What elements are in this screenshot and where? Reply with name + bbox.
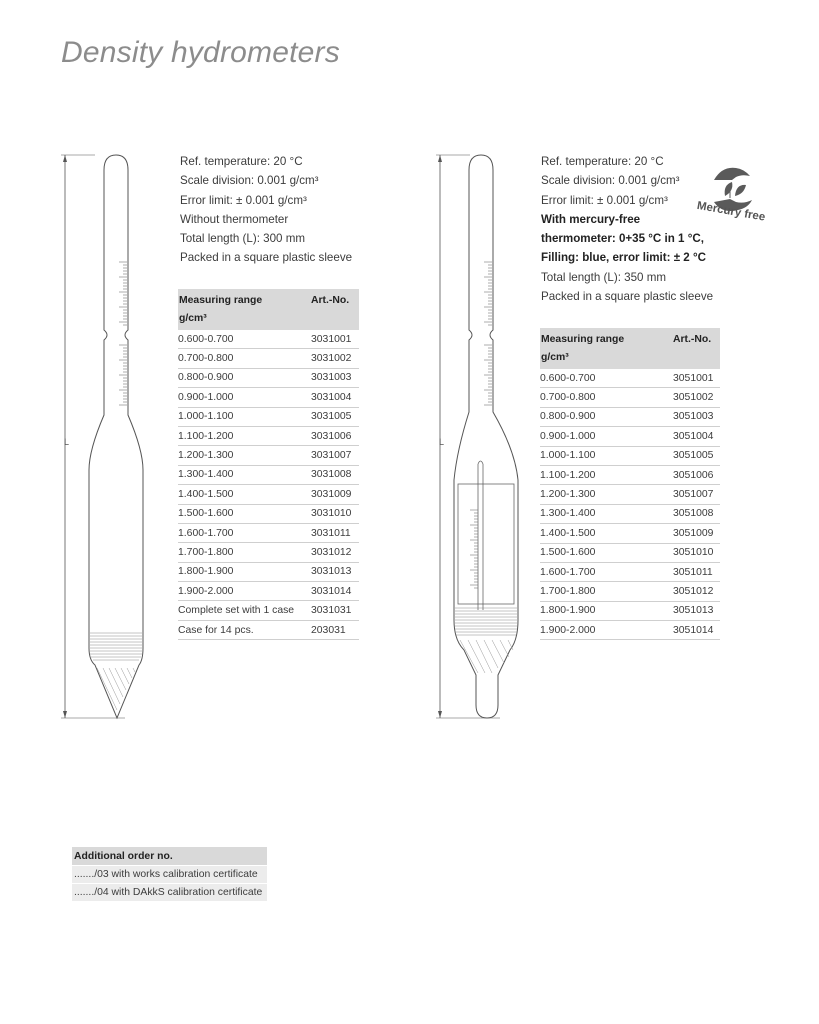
cell-measuring-range: 1.900-2.000 [540, 621, 673, 640]
cell-measuring-range: 1.800-1.900 [540, 601, 673, 620]
cell-art-no: 3031031 [311, 601, 359, 620]
additional-order-item: ......./04 with DAkkS calibration certificate [72, 883, 267, 901]
table-row [178, 465, 359, 484]
cell-measuring-range: 0.900-1.000 [540, 427, 673, 446]
right-spec-list [541, 152, 713, 306]
cell-measuring-range: 0.700-0.800 [540, 388, 673, 407]
spec-line: Scale division: 0.001 g/cm³ [541, 174, 680, 188]
cell-measuring-range: 0.600-0.700 [540, 369, 673, 388]
table-row [178, 620, 359, 639]
table-row [178, 485, 359, 504]
spec-line: Total length (L): 300 mm [180, 232, 306, 246]
hydrometer-drawing-left [55, 150, 145, 725]
cell-measuring-range: 0.800-0.900 [540, 407, 673, 426]
cell-art-no: 3031010 [311, 504, 359, 523]
spec-line: Error limit: ± 0.001 g/cm³ [180, 193, 307, 207]
cell-art-no: 3051001 [673, 369, 720, 388]
spec-line: Packed in a square plastic sleeve [180, 251, 353, 265]
table-row [540, 601, 720, 620]
table-row [178, 504, 359, 523]
cell-measuring-range: 1.200-1.300 [540, 485, 673, 504]
dimension-label-left: L [64, 437, 70, 447]
spec-line-bold: thermometer: 0+35 °C in 1 °C, [541, 232, 704, 246]
cell-measuring-range: 1.600-1.700 [178, 523, 311, 542]
page-title: Density hydrometers [61, 36, 340, 69]
table-row [178, 582, 359, 601]
table-row [540, 446, 720, 465]
cell-art-no: 3051011 [673, 562, 720, 581]
cell-measuring-range: 1.000-1.100 [178, 407, 311, 426]
table-row [540, 582, 720, 601]
spec-line: Packed in a square plastic sleeve [541, 290, 714, 304]
spec-line: Total length (L): 350 mm [541, 270, 667, 284]
cell-measuring-range: 1.500-1.600 [178, 504, 311, 523]
table-row [178, 601, 359, 620]
cell-art-no: 3031004 [311, 388, 359, 407]
header-art-no: Art.-No. [673, 328, 720, 369]
cell-art-no: 3051009 [673, 524, 720, 543]
table-row [178, 388, 359, 407]
table-row [540, 407, 720, 426]
cell-art-no: 3031003 [311, 368, 359, 387]
cell-measuring-range: 1.400-1.500 [540, 524, 673, 543]
cell-art-no: 3051007 [673, 485, 720, 504]
table-header-row [540, 328, 720, 369]
cell-art-no: 3031005 [311, 407, 359, 426]
cell-art-no: 3031006 [311, 426, 359, 445]
table-row [540, 427, 720, 446]
cell-art-no: 3051003 [673, 407, 720, 426]
left-article-table [178, 289, 359, 640]
cell-measuring-range: 1.200-1.300 [178, 446, 311, 465]
table-row [540, 465, 720, 484]
table-row [540, 504, 720, 523]
cell-art-no: 3051004 [673, 427, 720, 446]
spec-line-bold: Filling: blue, error limit: ± 2 °C [541, 251, 706, 265]
cell-measuring-range: 0.600-0.700 [178, 330, 311, 349]
spec-line: Ref. temperature: 20 °C [180, 155, 303, 168]
cell-art-no: 3051005 [673, 446, 720, 465]
table-row [540, 562, 720, 581]
cell-art-no: 3031009 [311, 485, 359, 504]
table-header-row [178, 289, 359, 330]
table-row [540, 485, 720, 504]
cell-art-no: 3031011 [311, 523, 359, 542]
cell-art-no: 3051012 [673, 582, 720, 601]
additional-order-heading: Additional order no. [72, 847, 267, 865]
table-row [178, 368, 359, 387]
badge-text: Mercury free [696, 199, 767, 224]
table-row [178, 446, 359, 465]
mercury-free-badge [692, 158, 776, 228]
cell-art-no: 3051002 [673, 388, 720, 407]
cell-measuring-range: 1.300-1.400 [540, 504, 673, 523]
cell-measuring-range: 1.100-1.200 [178, 426, 311, 445]
table-row [178, 330, 359, 349]
cell-art-no: 3031013 [311, 562, 359, 581]
table-row [178, 523, 359, 542]
cell-art-no: 3051008 [673, 504, 720, 523]
cell-art-no: 3051006 [673, 465, 720, 484]
cell-art-no: 3031001 [311, 330, 359, 349]
table-row [178, 407, 359, 426]
cell-measuring-range: 1.600-1.700 [540, 562, 673, 581]
table-row [178, 543, 359, 562]
table-row [540, 388, 720, 407]
table-row [178, 426, 359, 445]
left-spec-list [180, 152, 352, 268]
cell-measuring-range: 1.800-1.900 [178, 562, 311, 581]
cell-measuring-range: Case for 14 pcs. [178, 620, 311, 639]
cell-measuring-range: 1.700-1.800 [178, 543, 311, 562]
spec-line: Without thermometer [180, 212, 289, 226]
cell-art-no: 3031014 [311, 582, 359, 601]
right-article-table [540, 328, 720, 640]
cell-measuring-range: 1.500-1.600 [540, 543, 673, 562]
header-art-no: Art.-No. [311, 289, 359, 330]
cell-measuring-range: 1.900-2.000 [178, 582, 311, 601]
cell-art-no: 3051014 [673, 621, 720, 640]
cell-measuring-range: 1.100-1.200 [540, 465, 673, 484]
header-measuring-range: Measuring range g/cm³ [178, 289, 311, 330]
table-row [178, 349, 359, 368]
table-row [540, 369, 720, 388]
table-row [540, 524, 720, 543]
cell-art-no: 3031007 [311, 446, 359, 465]
table-row [540, 543, 720, 562]
spec-line: Error limit: ± 0.001 g/cm³ [541, 193, 668, 207]
cell-art-no: 3031012 [311, 543, 359, 562]
cell-art-no: 3031002 [311, 349, 359, 368]
spec-line: Scale division: 0.001 g/cm³ [180, 174, 319, 188]
table-row [178, 562, 359, 581]
header-measuring-range: Measuring range g/cm³ [540, 328, 673, 369]
dimension-label-right: L [439, 437, 445, 447]
cell-art-no: 3051010 [673, 543, 720, 562]
cell-measuring-range: Complete set with 1 case [178, 601, 311, 620]
cell-measuring-range: 0.700-0.800 [178, 349, 311, 368]
hydrometer-drawing-right [430, 150, 525, 725]
additional-order-item: ......./03 with works calibration certificate [72, 865, 267, 883]
cell-art-no: 3031008 [311, 465, 359, 484]
cell-measuring-range: 1.700-1.800 [540, 582, 673, 601]
cell-measuring-range: 1.000-1.100 [540, 446, 673, 465]
table-row [540, 621, 720, 640]
cell-measuring-range: 0.800-0.900 [178, 368, 311, 387]
cell-measuring-range: 1.300-1.400 [178, 465, 311, 484]
cell-measuring-range: 0.900-1.000 [178, 388, 311, 407]
cell-art-no: 203031 [311, 620, 359, 639]
cell-art-no: 3051013 [673, 601, 720, 620]
spec-line: Ref. temperature: 20 °C [541, 155, 664, 168]
cell-measuring-range: 1.400-1.500 [178, 485, 311, 504]
spec-line-bold: With mercury-free [541, 212, 641, 226]
additional-order-box [72, 847, 267, 901]
